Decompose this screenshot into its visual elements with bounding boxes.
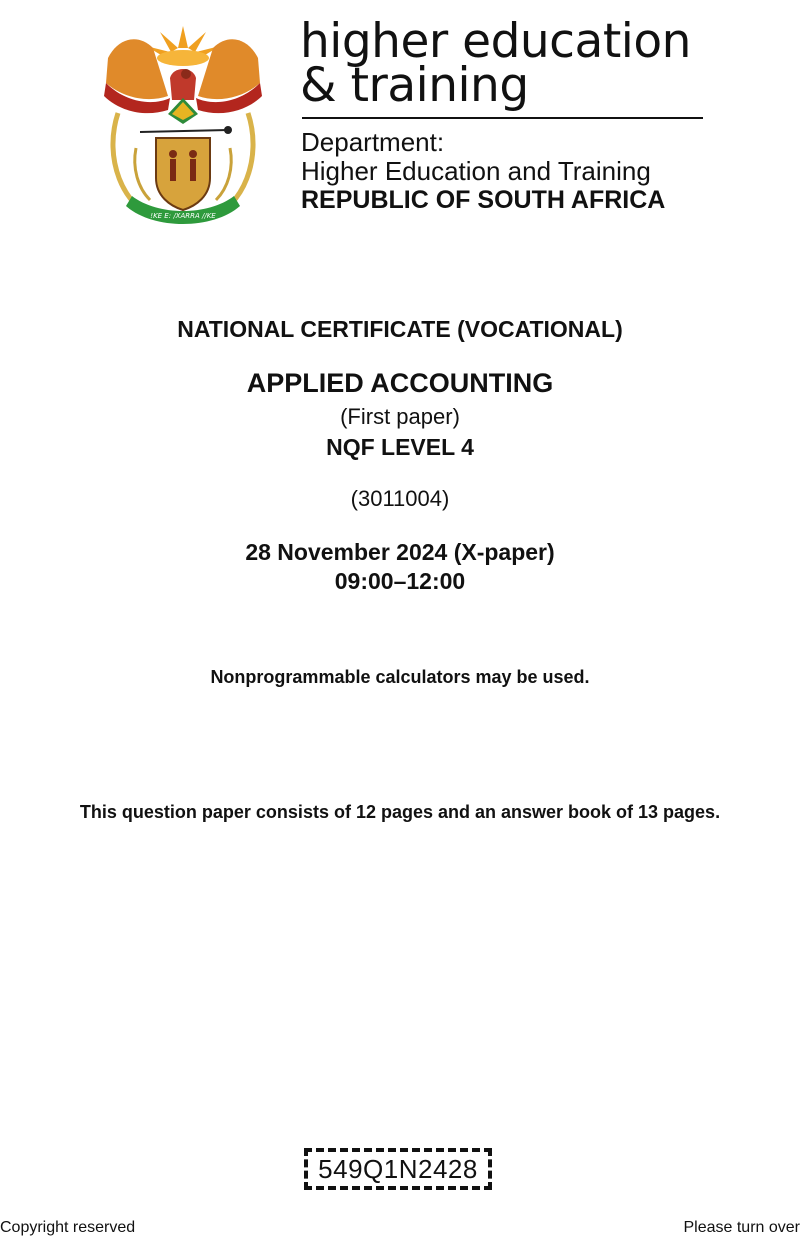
coat-of-arms-icon — [98, 18, 268, 233]
brand-line-1: higher education — [300, 14, 691, 69]
calculator-instruction: Nonprogrammable calculators may be used. — [210, 667, 590, 687]
subject-code: (3011004) — [350, 486, 450, 511]
paper-number: (First paper) — [340, 404, 460, 429]
certificate-title: NATIONAL CERTIFICATE (VOCATIONAL) — [177, 316, 623, 342]
footer-turn-over: Please turn over — [683, 1219, 800, 1236]
department-label: Department: — [301, 127, 445, 157]
paper-code: 549Q1N2428 — [318, 1153, 478, 1184]
paper-code-box — [304, 1148, 492, 1190]
nqf-level: NQF LEVEL 4 — [326, 434, 474, 460]
footer-copyright: Copyright reserved — [0, 1219, 136, 1236]
page-count-instruction: This question paper consists of 12 pages and an answer book of 13 pages. — [79, 802, 721, 822]
subject-title: APPLIED ACCOUNTING — [246, 368, 554, 398]
brand-divider — [302, 117, 703, 119]
coat-of-arms-logo — [98, 18, 268, 233]
department-name: Higher Education and Training — [301, 156, 651, 186]
svg-text:!KE E: /XARRA //KE: !KE E: /XARRA //KE — [150, 212, 216, 220]
exam-date: 28 November 2024 (X-paper) — [245, 539, 555, 565]
brand-line-2: & training — [300, 58, 529, 113]
country-name: REPUBLIC OF SOUTH AFRICA — [301, 186, 666, 214]
exam-time: 09:00–12:00 — [334, 568, 466, 594]
